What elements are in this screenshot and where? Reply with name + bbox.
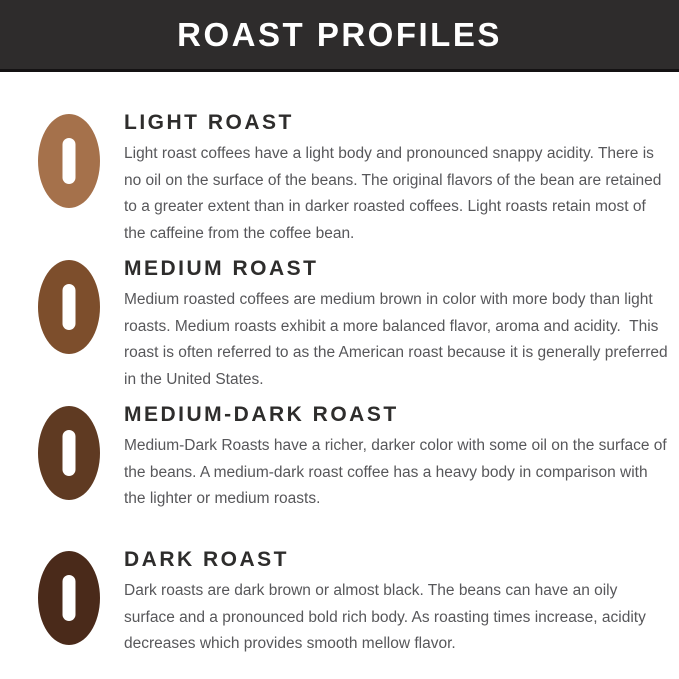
roast-description: Medium roasted coffees are medium brown in color with more body than light roasts. Medium roasts exhibit a more balanced flavor, aroma and acidity. This roast is often referred to as the American roast because it is generally preferred in the United States. (124, 291, 672, 388)
coffee-bean-icon (38, 406, 100, 500)
roast-heading: DARK ROAST (124, 548, 289, 571)
roast-description: Medium-Dark Roasts have a richer, darker color with some oil on the surface of the beans. A medium-dark roast coffee has a heavy body in comparison with the lighter or medium roasts. (124, 437, 672, 507)
bean-slit (63, 575, 76, 621)
roast-heading: LIGHT ROAST (124, 111, 294, 134)
roast-description: Light roast coffees have a light body and pronounced snappy acidity. There is no oil on the surface of the beans. The original flavors of the bean are retained to a greater extent than in darker roasted coffees. Light roasts retain most of the caffeine from the coffee bean. (124, 145, 666, 242)
section-text (124, 110, 669, 247)
section-text (124, 256, 672, 393)
bean-slit (63, 284, 76, 330)
roast-heading: MEDIUM-DARK ROAST (124, 403, 399, 426)
section-text (124, 402, 672, 513)
bean-slit (63, 138, 76, 184)
header-band (0, 0, 679, 72)
coffee-bean-icon (38, 260, 100, 354)
coffee-bean-icon (38, 551, 100, 645)
coffee-bean-icon (38, 114, 100, 208)
bean-slit (63, 430, 76, 476)
section-text (124, 547, 669, 658)
roast-heading: MEDIUM ROAST (124, 257, 319, 280)
roast-description: Dark roasts are dark brown or almost black. The beans can have an oily surface and a pronounced bold rich body. As roasting times increase, acidity decreases which provides smooth mellow flavor. (124, 582, 651, 652)
page-title: ROAST PROFILES (177, 15, 502, 53)
